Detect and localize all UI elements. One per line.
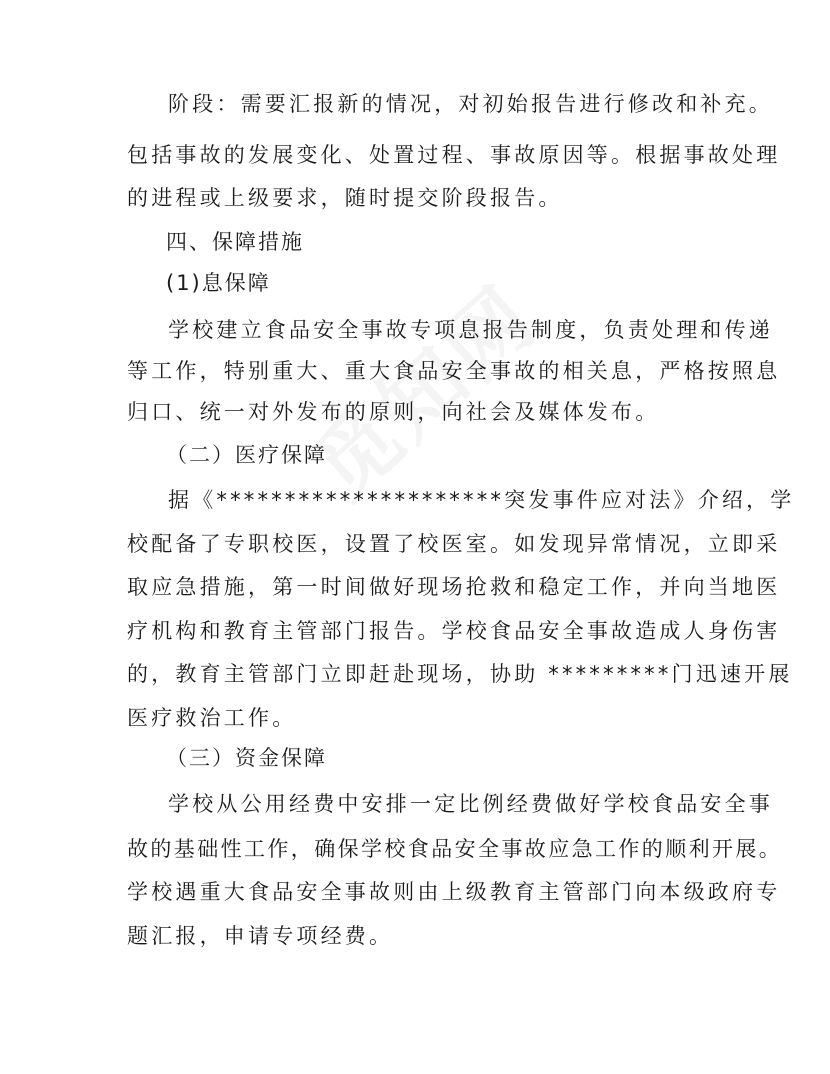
paragraph-line: 学校建立食品安全事故专项息报告制度，负责处理和传递 xyxy=(168,318,773,342)
paragraph-line: 包括事故的发展变化、处置过程、事故原因等。根据事故处理 xyxy=(127,143,781,167)
paragraph-line: 取应急措施，第一时间做好现场抢救和稳定工作，并向当地医 xyxy=(127,575,781,599)
section-heading: (1)息保障 xyxy=(166,271,271,295)
paragraph-line: 等工作，特别重大、重大食品安全事故的相关息，严格按照息 xyxy=(127,359,781,383)
paragraph-line: 学校遇重大食品安全事故则由上级教育主管部门向本级政府专 xyxy=(127,880,781,904)
paragraph-line: 疗机构和教育主管部门报告。学校食品安全事故造成人身伤害 xyxy=(127,619,781,643)
paragraph-line: 题汇报，申请专项经费。 xyxy=(127,924,394,948)
paragraph-line: 医疗救治工作。 xyxy=(127,706,297,730)
section-heading: （二）医疗保障 xyxy=(166,443,327,467)
paragraph-line: 故的基础性工作，确保学校食品安全事故应急工作的顺利开展。 xyxy=(127,837,783,861)
section-heading: （三）资金保障 xyxy=(166,746,327,770)
paragraph-line: 的，教育主管部门立即赶赴现场，协助 *********门迅速开展 xyxy=(127,662,793,686)
paragraph-line: 归口、统一对外发布的原则，向社会及媒体发布。 xyxy=(127,400,660,424)
paragraph-line: 的进程或上级要求，随时提交阶段报告。 xyxy=(127,186,563,210)
section-heading: 四、保障措施 xyxy=(166,230,304,254)
paragraph-line: 阶段：需要汇报新的情况，对初始报告进行修改和补充。 xyxy=(168,92,773,116)
paragraph-line: 学校从公用经费中安排一定比例经费做好学校食品安全事 xyxy=(168,792,773,816)
paragraph-line: 据《*********************突发事件应对法》介绍，学 xyxy=(168,488,795,512)
paragraph-line: 校配备了专职校医，设置了校医室。如发现异常情况，立即采 xyxy=(127,532,781,556)
